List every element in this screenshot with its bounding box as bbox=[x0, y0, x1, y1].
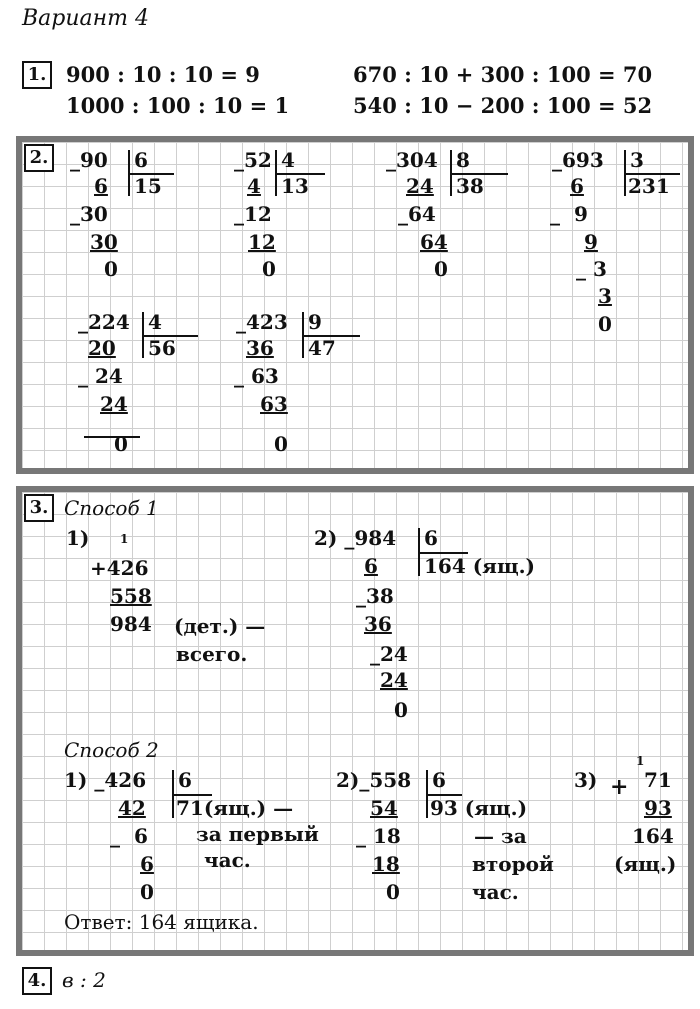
note: час. bbox=[204, 848, 251, 872]
step: 6 bbox=[364, 554, 378, 578]
step: 3 bbox=[598, 284, 612, 308]
task1-expr-4: 540 : 10 − 200 : 100 = 52 bbox=[353, 93, 653, 118]
task3-grid-box: 3. Способ 1 1) 1 +426 558 984 (дет.) — всего. 2) _984 6 164 (ящ.) 6 _38 36 _24 24 0 Способ 2 1) _426 6 71(ящ.) — 42 за первый час. _ 6 6 0 2)_558 6 93 (ящ.) 54 _ 18 18 0 — за второй час. 3) + 1 71 93 164 (ящ.) Ответ: 164 ящика. bbox=[16, 486, 694, 956]
step: 18 bbox=[372, 852, 400, 876]
step: 12 bbox=[248, 230, 276, 254]
step: 9 bbox=[584, 230, 598, 254]
carry-digit: 1 bbox=[636, 754, 645, 768]
step: 6 bbox=[133, 824, 148, 848]
task-number-4: 4. bbox=[22, 967, 52, 995]
step: 0 bbox=[598, 312, 612, 336]
step-label: 1) bbox=[64, 768, 88, 792]
quotient: 47 bbox=[308, 336, 336, 360]
divisor: 3 bbox=[630, 148, 644, 172]
divisor: 9 bbox=[308, 310, 322, 334]
task1-expr-2: 670 : 10 + 300 : 100 = 70 bbox=[353, 62, 653, 87]
quotient: 13 bbox=[281, 174, 309, 198]
quotient: 38 bbox=[456, 174, 484, 198]
step: 63 bbox=[260, 392, 288, 416]
task1-expr-1: 900 : 10 : 10 = 9 bbox=[66, 62, 260, 87]
dividend: 90 bbox=[80, 148, 108, 172]
dividend: 224 bbox=[88, 310, 130, 334]
step: 30 bbox=[80, 202, 108, 226]
quotient: 15 bbox=[134, 174, 162, 198]
step: 36 bbox=[246, 336, 274, 360]
method-1-heading: Способ 1 bbox=[64, 496, 159, 520]
note: — за bbox=[474, 824, 527, 848]
step: 0 bbox=[386, 880, 400, 904]
note: второй bbox=[472, 852, 554, 876]
divisor: 8 bbox=[456, 148, 470, 172]
dividend: 423 bbox=[246, 310, 288, 334]
step-label: 2) bbox=[336, 768, 360, 792]
step: 0 bbox=[434, 257, 448, 281]
divisor: 4 bbox=[148, 310, 162, 334]
note: всего. bbox=[176, 642, 248, 666]
divisor: 6 bbox=[178, 768, 192, 792]
quotient: 231 bbox=[628, 174, 670, 198]
quotient: 56 bbox=[148, 336, 176, 360]
step: 24 bbox=[100, 392, 128, 416]
step: 0 bbox=[274, 432, 288, 456]
method-2-heading: Способ 2 bbox=[64, 738, 159, 762]
page-title: Вариант 4 bbox=[22, 6, 149, 31]
step: 0 bbox=[262, 257, 276, 281]
dividend: 984 bbox=[354, 526, 397, 550]
task4-text: в : 2 bbox=[62, 968, 106, 992]
step: 64 bbox=[420, 230, 448, 254]
divisor: 4 bbox=[281, 148, 295, 172]
step: 6 bbox=[570, 174, 584, 198]
sum: 984 bbox=[110, 612, 152, 636]
step: 0 bbox=[104, 257, 118, 281]
step: 54 bbox=[370, 796, 398, 820]
dividend: 426 bbox=[104, 768, 147, 792]
task-number-3: 3. bbox=[24, 494, 54, 522]
step: 64 bbox=[408, 202, 436, 226]
step: 9 bbox=[573, 202, 588, 226]
task2-grid-box: 2. _90 6 15 6 _30 30 0 _52 4 13 4 _12 12 0 _304 8 38 24 _64 64 0 _693 3 231 6 _ 9 9 _ 3 3 0 _224 4 56 20 _ 24 24 0 _423 9 47 36 _ 63 63 0 bbox=[16, 136, 694, 474]
step: 0 bbox=[394, 698, 408, 722]
step: 36 bbox=[364, 612, 392, 636]
divisor: 6 bbox=[134, 148, 148, 172]
answer-text: Ответ: 164 ящика. bbox=[64, 910, 259, 934]
unit: (ящ.) bbox=[472, 554, 536, 578]
note: час. bbox=[472, 880, 519, 904]
unit: (ящ.) bbox=[614, 852, 677, 876]
step: 42 bbox=[118, 796, 146, 820]
step-label: 1) bbox=[66, 526, 90, 550]
step: 4 bbox=[247, 174, 261, 198]
addend: 426 bbox=[106, 556, 149, 580]
step: 24 bbox=[406, 174, 434, 198]
task-number-1: 1. bbox=[22, 61, 52, 89]
step: 63 bbox=[250, 364, 279, 388]
step: 38 bbox=[366, 584, 394, 608]
step: 3 bbox=[592, 257, 607, 281]
divisor: 6 bbox=[432, 768, 446, 792]
step: 0 bbox=[140, 880, 154, 904]
note: за первый bbox=[196, 822, 319, 846]
quotient: 93 (ящ.) bbox=[430, 796, 528, 820]
addend: 558 bbox=[110, 584, 152, 608]
step: 20 bbox=[88, 336, 116, 360]
step-label: 2) bbox=[314, 526, 338, 550]
addend: 93 bbox=[644, 796, 672, 820]
step: 6 bbox=[94, 174, 108, 198]
task-number-2: 2. bbox=[24, 144, 54, 172]
sum: 164 bbox=[632, 824, 674, 848]
step: 24 bbox=[94, 364, 123, 388]
dividend: 304 bbox=[396, 148, 438, 172]
step: 24 bbox=[380, 668, 408, 692]
step: 24 bbox=[380, 642, 408, 666]
dividend: 558 bbox=[369, 768, 412, 792]
note: (дет.) — bbox=[174, 614, 266, 638]
quotient: 71(ящ.) — bbox=[176, 796, 294, 820]
addend: 71 bbox=[644, 768, 672, 792]
dividend: 52 bbox=[244, 148, 272, 172]
step: 6 bbox=[140, 852, 154, 876]
step: 30 bbox=[90, 230, 118, 254]
step-label: 3) bbox=[574, 768, 598, 792]
step: 12 bbox=[244, 202, 272, 226]
task1-expr-3: 1000 : 100 : 10 = 1 bbox=[66, 93, 290, 118]
dividend: 693 bbox=[562, 148, 604, 172]
carry-digit: 1 bbox=[120, 532, 129, 546]
quotient: 164 bbox=[424, 554, 466, 578]
step: 18 bbox=[372, 824, 401, 848]
step: 0 bbox=[114, 432, 128, 456]
divisor: 6 bbox=[424, 526, 438, 550]
